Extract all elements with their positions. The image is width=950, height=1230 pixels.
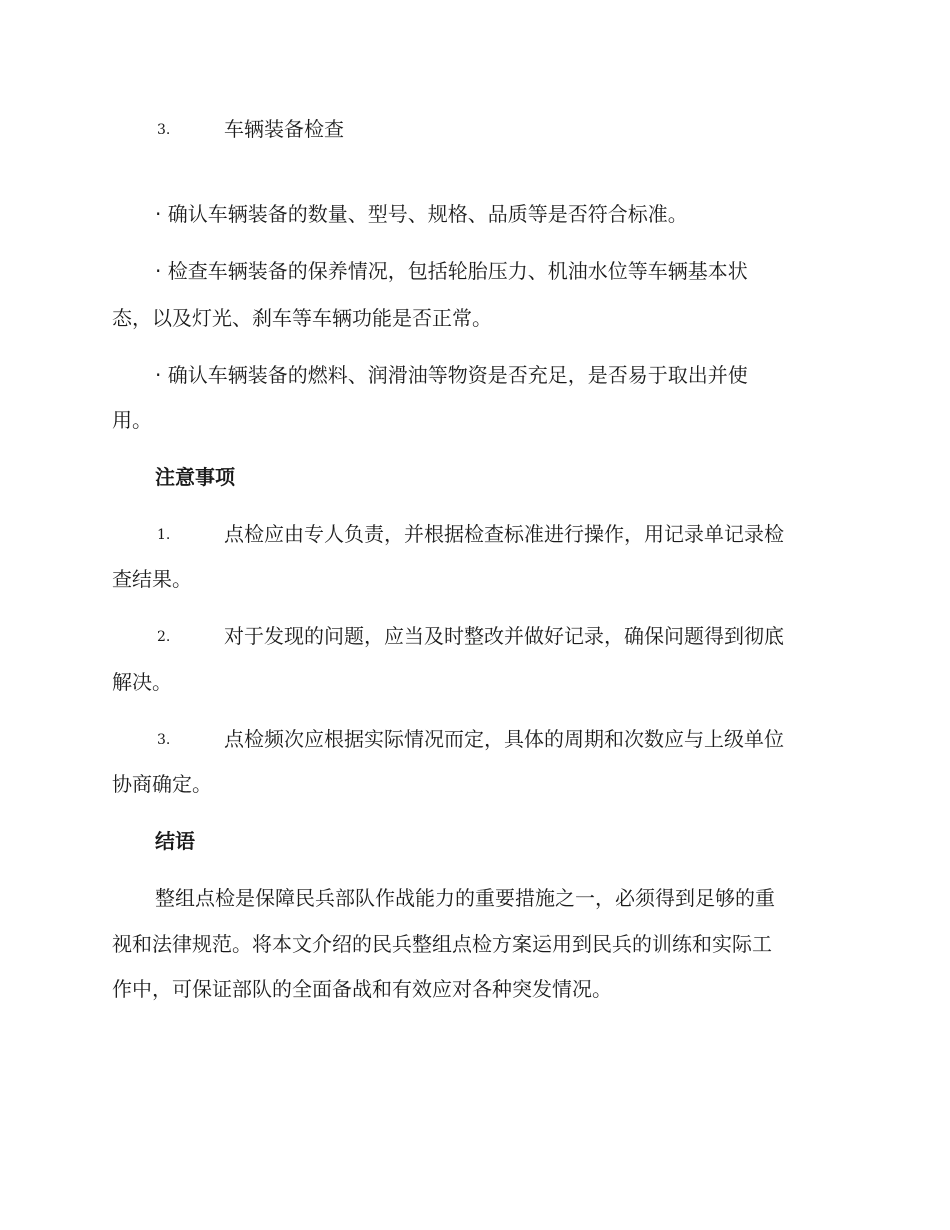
list-number: 1. bbox=[157, 527, 171, 543]
list-item-line: 对于发现的问题，应当及时整改并做好记录，确保问题得到彻底 bbox=[224, 624, 784, 648]
list-item-line: 点检应由专人负责，并根据检查标准进行操作，用记录单记录检 bbox=[224, 522, 784, 546]
notes-heading: 注意事项 bbox=[155, 465, 235, 489]
bullet-line: · 确认车辆装备的燃料、润滑油等物资是否充足，是否易于取出并使 bbox=[155, 363, 748, 387]
paragraph-line: 作中，可保证部队的全面备战和有效应对各种突发情况。 bbox=[112, 977, 612, 1001]
section-number: 3. bbox=[157, 122, 171, 138]
paragraph-line: 整组点检是保障民兵部队作战能力的重要措施之一，必须得到足够的重 bbox=[155, 886, 775, 910]
list-item-line: 点检频次应根据实际情况而定，具体的周期和次数应与上级单位 bbox=[224, 727, 784, 751]
bullet-line: 用。 bbox=[112, 408, 152, 432]
conclusion-heading: 结语 bbox=[155, 829, 195, 853]
list-number: 2. bbox=[157, 629, 171, 645]
bullet-line: · 确认车辆装备的数量、型号、规格、品质等是否符合标准。 bbox=[155, 202, 688, 226]
list-item-line: 协商确定。 bbox=[112, 772, 212, 796]
bullet-line: 态，以及灯光、刹车等车辆功能是否正常。 bbox=[112, 306, 492, 330]
section-title: 车辆装备检查 bbox=[224, 117, 344, 141]
paragraph-line: 视和法律规范。将本文介绍的民兵整组点检方案运用到民兵的训练和实际工 bbox=[112, 932, 772, 956]
list-item-line: 解决。 bbox=[112, 670, 172, 694]
list-number: 3. bbox=[157, 732, 171, 748]
list-item-line: 查结果。 bbox=[112, 567, 192, 591]
bullet-line: · 检查车辆装备的保养情况，包括轮胎压力、机油水位等车辆基本状 bbox=[155, 259, 748, 283]
